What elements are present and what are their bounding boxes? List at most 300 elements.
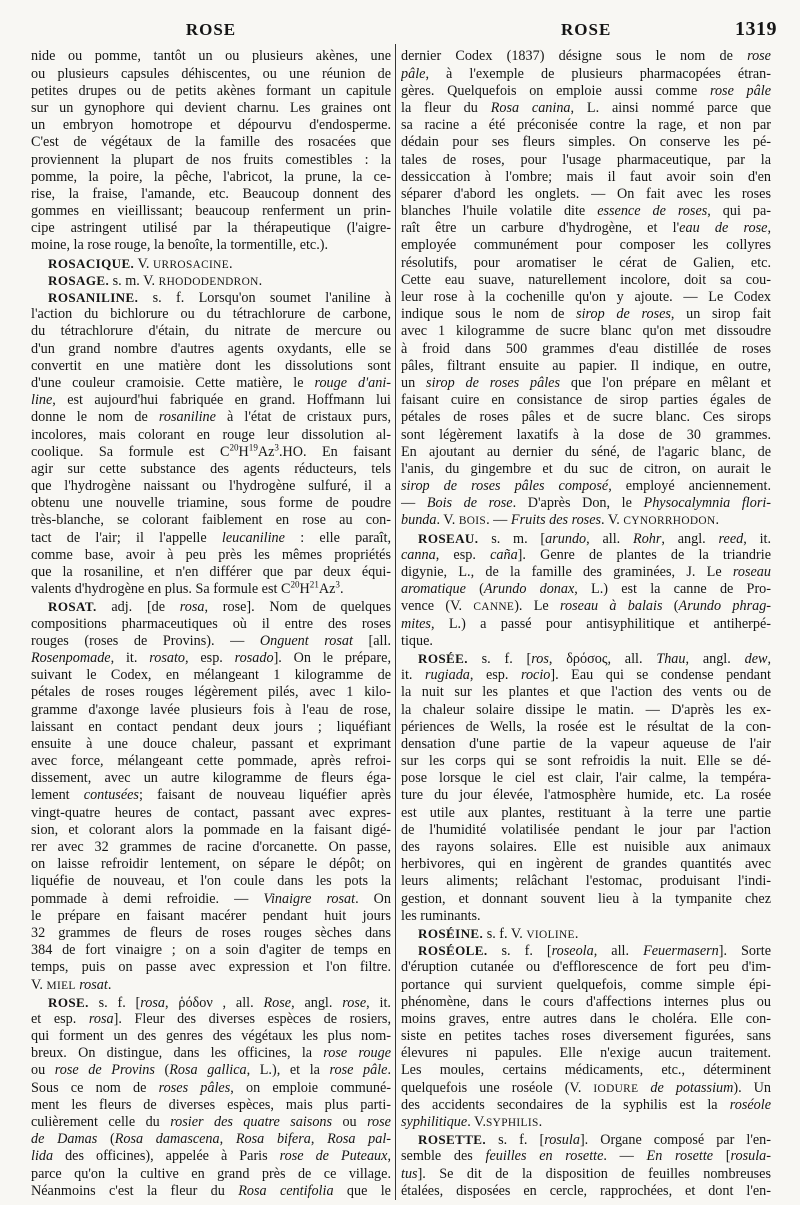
text-line — [31, 891, 391, 908]
text-run: . D'après Don, le — [512, 495, 644, 512]
text-run: s. m. [ — [478, 530, 546, 547]
text-line — [401, 495, 771, 512]
text-line — [401, 1131, 771, 1148]
text-run: ensuite à une douce chaleur, passant et exprimant — [31, 735, 391, 752]
text-line — [31, 358, 391, 375]
line-text — [401, 873, 771, 889]
italic-text: caña — [490, 546, 518, 563]
text-run: , — [387, 1148, 391, 1165]
line-text — [31, 787, 391, 803]
text-run: , ῥόδον , all. — [165, 994, 264, 1011]
text-line — [401, 908, 771, 925]
text-run: gestion, et donnant souvent lieu à la tympanite chez — [401, 890, 771, 907]
text-run: petites drupes ou de petits akènes formant un capitule — [31, 82, 391, 99]
line-text — [401, 839, 771, 855]
running-head-left: ROSE — [185, 20, 237, 39]
italic-text: contusées — [83, 787, 139, 804]
dictionary-entry — [31, 255, 391, 272]
text-line — [31, 272, 391, 289]
text-line — [31, 977, 391, 994]
text-run: . — [715, 512, 720, 529]
headword: ROSÉINE. — [418, 925, 484, 941]
text-run: s. f. [ — [467, 650, 532, 667]
text-run: vingt-quatre heures de contact, passant avec expres- — [31, 804, 391, 821]
line-text — [31, 805, 391, 821]
text-run: , L. ainsi nommé parce que — [570, 99, 771, 116]
text-run: , esp. — [185, 649, 235, 666]
line-text — [31, 1062, 391, 1078]
italic-text: sirop de roses — [576, 306, 671, 323]
line-text — [401, 203, 771, 219]
line-text — [31, 512, 391, 528]
line-text — [31, 959, 391, 975]
text-line — [31, 873, 391, 890]
line-text — [401, 787, 771, 803]
line-text — [401, 409, 771, 425]
text-run: séparer d'abord les onglets. — On fait avec les roses — [401, 185, 771, 202]
line-text — [401, 633, 433, 649]
text-line — [401, 1183, 771, 1200]
line-text — [401, 117, 771, 133]
superscript: 3 — [335, 581, 340, 590]
text-run: . On — [355, 890, 391, 907]
line-text — [31, 856, 391, 872]
text-run: des officines), appelée à Paris — [53, 1148, 280, 1165]
line-text — [401, 495, 771, 511]
line-text — [48, 256, 233, 272]
text-run: Sous ce nom de — [31, 1079, 159, 1096]
text-line — [31, 306, 391, 323]
text-line — [401, 1045, 771, 1062]
text-run: siste en petites taches roses diversement figurées, sans — [401, 1028, 771, 1045]
line-text — [418, 1132, 771, 1148]
superscript: 3 — [274, 443, 279, 452]
text-run: ]. Eau qui se condense pendant — [550, 667, 771, 684]
italic-text: rosier des quatre saisons — [170, 1114, 333, 1131]
line-text — [401, 564, 771, 580]
line-text — [401, 48, 771, 64]
text-run: semble des — [401, 1148, 486, 1165]
text-line — [31, 530, 391, 547]
line-text — [401, 237, 771, 253]
text-run: s. f. V. — [483, 925, 527, 942]
text-run: ]. Sorte — [718, 943, 771, 960]
text-run: ment les fleurs de diverses espèces, mais plus parti- — [31, 1096, 391, 1113]
text-run: employée communément pour composer les collyres — [401, 237, 771, 254]
italic-text: Rosa canina — [490, 99, 571, 116]
text-line — [401, 547, 771, 564]
italic-text: ros — [531, 650, 549, 667]
line-text — [31, 873, 391, 889]
text-run: 32 grammes de fleurs de roses rouges sèches dans — [31, 924, 391, 941]
italic-text: Arundo phrag- — [678, 598, 771, 615]
headword: ROSANILINE. — [48, 290, 139, 306]
text-run: dessiccation à l'ombre; mais il faut avoir soin d'en — [401, 168, 771, 185]
text-line — [401, 667, 771, 684]
text-run: gommes en vieillissant; beaucoup renferment un prin- — [31, 203, 391, 220]
text-line — [31, 994, 391, 1011]
headword: ROSÉOLE. — [418, 943, 488, 959]
line-text — [31, 48, 391, 64]
text-line — [401, 977, 771, 994]
text-line — [401, 1028, 771, 1045]
text-run: proviennent la plupart de nos fruits comestibles : la — [31, 151, 391, 168]
text-line — [401, 787, 771, 804]
text-run: coolique. Sa formule est C — [31, 443, 230, 460]
text-run: la chaleur solaire dissipe le matin. — D'après les ex- — [401, 701, 771, 718]
text-run: rise, la fraise, l'amande, etc. Beaucoup donnent des — [31, 185, 391, 202]
italic-text: roses pâles — [158, 1079, 231, 1096]
line-text — [418, 531, 771, 547]
text-line — [31, 237, 391, 254]
line-text — [401, 1166, 771, 1182]
text-run: , it. — [366, 994, 391, 1011]
italic-text: sirop de roses pâles composé — [401, 478, 609, 495]
text-run: la nuit sur les plantes et que l'action des vents ou de — [401, 684, 771, 701]
text-run: ). Un — [733, 1079, 771, 1096]
text-line — [401, 942, 771, 959]
cross-reference: RHODODENDRON — [158, 275, 259, 288]
line-text — [31, 341, 391, 357]
text-run: ture du jour élevée, l'atmosphère humide, etc. La rosée — [401, 787, 771, 804]
text-run: des rayons solaires. Elle est nuisible aux animaux — [401, 839, 771, 856]
text-run: qui forment un des genres des végétaux les plus nom- — [31, 1028, 391, 1045]
text-run: ou — [31, 1062, 55, 1079]
text-run: , angl. — [685, 650, 745, 667]
text-line — [401, 169, 771, 186]
text-line — [401, 186, 771, 203]
text-run: que l'on prépare en mêlant et — [560, 374, 771, 391]
text-line — [401, 564, 771, 581]
text-run: H — [299, 581, 310, 598]
text-run: incolores, mais colorant en rouge leur dissolution al- — [31, 426, 391, 443]
italic-text: roseau à balais — [560, 598, 663, 615]
text-run: est utile aux plantes, restituant à la terre une partie — [401, 804, 771, 821]
text-line — [31, 908, 391, 925]
text-line — [31, 719, 391, 736]
text-line — [31, 1114, 391, 1131]
text-line — [31, 1148, 391, 1165]
headword: ROSETTE. — [418, 1132, 487, 1148]
line-text — [31, 581, 344, 597]
line-text — [401, 341, 771, 357]
text-run: — — [401, 495, 427, 512]
italic-text: Rosa bifera — [235, 1131, 311, 1148]
text-run: , angl. — [661, 530, 719, 547]
line-text — [31, 392, 391, 408]
line-text — [401, 289, 771, 305]
text-run: , un sirop fait — [670, 306, 771, 323]
text-line — [401, 822, 771, 839]
text-run: pétales de roses rouges légèrement pilés, avec 1 kilo- — [31, 684, 391, 701]
text-line — [401, 358, 771, 375]
text-run: sa racine a été préconisée contre la rage, et non par — [401, 117, 771, 134]
text-line — [31, 100, 391, 117]
cross-reference: MIEL — [46, 979, 76, 992]
line-text — [31, 822, 391, 838]
column-divider — [395, 44, 396, 1200]
text-line — [31, 684, 391, 701]
text-line — [31, 1028, 391, 1045]
text-line — [31, 1183, 391, 1200]
dictionary-entry — [31, 994, 391, 1200]
text-line — [31, 650, 391, 667]
text-run: breux. On distingue, dans les officines, la — [31, 1045, 324, 1062]
text-run: à l'état de cristaux purs, — [215, 409, 391, 426]
cross-reference: BOIS — [458, 515, 487, 528]
text-run: , on emploie communé- — [230, 1079, 391, 1096]
italic-text: syphilitique — [401, 1114, 468, 1131]
text-run: , angl. — [291, 994, 343, 1011]
text-line — [401, 323, 771, 340]
text-run: . — — [603, 1148, 647, 1165]
line-text — [31, 323, 391, 339]
text-run: d'une couleur cramoisie. Cette matière, le — [31, 374, 315, 391]
entry-continuation — [401, 48, 771, 529]
text-run: . — [107, 976, 112, 993]
text-run: pâles, filtrant ensuite au papier. Il indique, en outre, — [401, 357, 771, 374]
dictionary-entry — [401, 925, 771, 942]
text-line — [401, 306, 771, 323]
dictionary-entry — [401, 1131, 771, 1200]
line-text — [31, 1045, 391, 1061]
entry-continuation — [31, 48, 391, 254]
text-run: . — [574, 925, 579, 942]
line-text — [401, 994, 771, 1010]
text-run: ). Le — [514, 598, 561, 615]
italic-text: rosado — [234, 649, 274, 666]
dictionary-entry — [31, 272, 391, 289]
text-run: faisant cuire en consistance de sirop parties égales de — [401, 392, 771, 409]
text-run: , employé anciennement. — [608, 478, 771, 495]
text-run: sur un gynophore qui devient charnu. Les graines ont — [31, 99, 391, 116]
line-text — [401, 83, 771, 99]
text-line — [31, 409, 391, 426]
text-run: . — [339, 581, 344, 598]
left-column — [31, 48, 391, 1200]
line-text — [401, 1062, 771, 1078]
text-line — [31, 856, 391, 873]
text-run: V. — [31, 976, 47, 993]
text-run: Les moules, certains médicaments, etc., déterminent — [401, 1062, 771, 1079]
line-text — [401, 684, 771, 700]
text-line — [401, 581, 771, 598]
text-run: de l'humidité volatilisée pendant le jour par l'action — [401, 821, 771, 838]
italic-text: line — [31, 392, 53, 409]
text-line — [31, 169, 391, 186]
line-text — [31, 684, 391, 700]
line-text — [31, 66, 391, 82]
line-text — [401, 66, 771, 82]
text-run: nide ou pomme, tantôt un ou plusieurs akènes, une — [31, 48, 391, 65]
headword: ROSEAU. — [418, 530, 479, 546]
text-run: agir sur cette substance des agents réducteurs, tels — [31, 460, 391, 477]
text-run: tales de roses, pour l'usage pharmaceutique, par la — [401, 151, 771, 168]
text-run: lement — [31, 787, 84, 804]
text-run: que l'hydrogène naissant ou l'hydrogène sulfuré, il a — [31, 478, 391, 495]
line-text — [401, 770, 771, 786]
line-text — [401, 169, 771, 185]
text-line — [401, 925, 771, 942]
text-run: . V. — [601, 512, 624, 529]
italic-text: Thau — [656, 650, 686, 667]
italic-text: En rosette — [646, 1148, 714, 1165]
line-text — [401, 822, 771, 838]
text-run: que le — [333, 1182, 391, 1199]
text-line — [31, 598, 391, 615]
text-run — [638, 1080, 650, 1096]
line-text — [31, 547, 391, 563]
text-line — [31, 753, 391, 770]
italic-text: Vinaigre rosat — [263, 890, 356, 907]
text-line — [401, 255, 771, 272]
line-text — [31, 495, 391, 511]
text-line — [401, 341, 771, 358]
text-run: . V. — [436, 512, 459, 529]
line-text — [31, 891, 391, 907]
text-run: [all. — [352, 632, 391, 649]
line-text — [401, 753, 771, 769]
text-run: 384 de fort vinaigre ; on a soin d'agiter de temps en — [31, 942, 391, 959]
line-text — [401, 134, 771, 150]
text-run: , it. — [110, 649, 150, 666]
italic-text: roseola — [551, 943, 594, 960]
line-text — [31, 719, 391, 735]
italic-text: rose de Provins — [54, 1062, 155, 1079]
text-line — [401, 770, 771, 787]
text-run: s. f. [ — [486, 1132, 545, 1149]
text-run: pétales de roses pâles et de sucre blanc. Ces sirops — [401, 409, 771, 426]
text-line — [401, 856, 771, 873]
text-run: , esp. — [469, 667, 521, 684]
text-line — [31, 1097, 391, 1114]
text-run: ]. Organe composé par l'en- — [579, 1132, 771, 1149]
italic-text: Feuermasern — [643, 943, 719, 960]
text-run: que la rosaniline, et n'en différer que par deux équi- — [31, 564, 391, 581]
line-text — [401, 667, 771, 683]
line-text — [401, 186, 771, 202]
text-line — [401, 512, 771, 529]
italic-text: Physocalymnia flori- — [643, 495, 771, 512]
italic-text: rosato — [149, 649, 185, 666]
line-text — [31, 427, 391, 443]
cross-reference: IODURE — [593, 1082, 639, 1095]
text-line — [401, 633, 771, 650]
text-run: avec 1 kilogramme de sucre blanc qu'on met dissoudre — [401, 323, 771, 340]
line-text — [401, 392, 771, 408]
line-text — [31, 1080, 391, 1096]
text-run: l'action du bichlorure ou du tétrachlorure de carbone, — [31, 306, 391, 323]
text-line — [31, 117, 391, 134]
text-run: dissement, avec un autre kilogramme de fleurs éga- — [31, 770, 391, 787]
line-text — [401, 547, 771, 563]
superscript: 20 — [229, 443, 239, 452]
text-run: phénomène, dans le cours d'affections internes plus ou — [401, 993, 771, 1010]
line-text — [401, 1045, 771, 1061]
text-run: , — [219, 1131, 236, 1148]
text-run: adj. [de — [96, 599, 180, 616]
text-line — [401, 48, 771, 65]
text-run: gramme d'axonge lavée plusieurs fois à l'eau de rose, — [31, 701, 391, 718]
text-line — [31, 323, 391, 340]
line-text — [31, 203, 391, 219]
line-text — [418, 943, 771, 959]
line-text — [31, 1166, 391, 1182]
text-line — [401, 530, 771, 547]
text-run: ou — [332, 1114, 368, 1131]
line-text — [48, 599, 391, 615]
text-line — [31, 66, 391, 83]
line-text — [401, 1097, 771, 1113]
line-text — [401, 598, 771, 614]
text-line — [31, 495, 391, 512]
text-run: le prépare en faisant macérer pendant huit jours — [31, 907, 391, 924]
line-text — [31, 375, 391, 391]
line-text — [31, 220, 391, 236]
line-text — [31, 530, 391, 546]
text-run: à froid dans 500 grammes d'eau distillée de roses — [401, 340, 771, 357]
line-text — [31, 667, 391, 683]
italic-text: aromatique — [401, 581, 466, 598]
italic-text: rugiada — [424, 667, 470, 684]
text-run: et esp. — [31, 1010, 89, 1027]
text-run: pomme, la poire, la pêche, l'abricot, la prune, la ce- — [31, 168, 391, 185]
text-line — [31, 48, 391, 65]
text-run: comme base, avoir à peu près les mêmes propriétés — [31, 546, 391, 563]
headword: ROSAGE. — [48, 272, 110, 288]
text-line — [31, 427, 391, 444]
text-run: gères. Quelquefois on emploie aussi comme — [401, 82, 710, 99]
italic-text: Rose — [263, 994, 292, 1011]
line-text — [31, 186, 391, 202]
line-text — [401, 908, 481, 924]
text-run: leur rose à la cochenille qu'on y ajoute. — Le Codex — [401, 289, 771, 306]
italic-text: de Damas — [31, 1131, 98, 1148]
line-text — [418, 926, 578, 942]
text-run: obtenu une nouvelle triamine, sous forme de poudre — [31, 495, 391, 512]
text-run: élevures ni papules. Elle n'exige aucun traitement. — [401, 1045, 771, 1062]
text-run: blanches l'huile volatile dite — [401, 203, 598, 220]
text-line — [401, 994, 771, 1011]
text-line — [401, 152, 771, 169]
text-run: un embryon homotrope et dépourvu d'endosperme. — [31, 117, 391, 134]
line-text — [31, 977, 111, 993]
line-text — [401, 616, 771, 632]
text-run: , it. — [743, 530, 771, 547]
text-line — [401, 427, 771, 444]
text-line — [401, 616, 771, 633]
line-text — [31, 1011, 391, 1027]
line-text — [401, 1011, 771, 1027]
line-text — [31, 478, 391, 494]
text-run: , L.) est la canne de Pro- — [574, 581, 771, 598]
text-line — [401, 289, 771, 306]
text-line — [401, 753, 771, 770]
text-run: ]. On le prépare, — [273, 649, 391, 666]
text-run: culièrement celle du — [31, 1114, 171, 1131]
text-line — [31, 839, 391, 856]
text-run: , δρόσος, all. — [548, 650, 657, 667]
superscript: 20 — [290, 581, 300, 590]
text-run: la fleur du — [401, 99, 491, 116]
line-text — [401, 856, 771, 872]
text-line — [31, 1080, 391, 1097]
text-run: valents d'hydrogène en plus. Sa formule est C — [31, 581, 291, 598]
line-text — [31, 702, 391, 718]
line-text — [31, 409, 391, 425]
line-text — [48, 273, 262, 289]
italic-text: rose — [342, 994, 367, 1011]
